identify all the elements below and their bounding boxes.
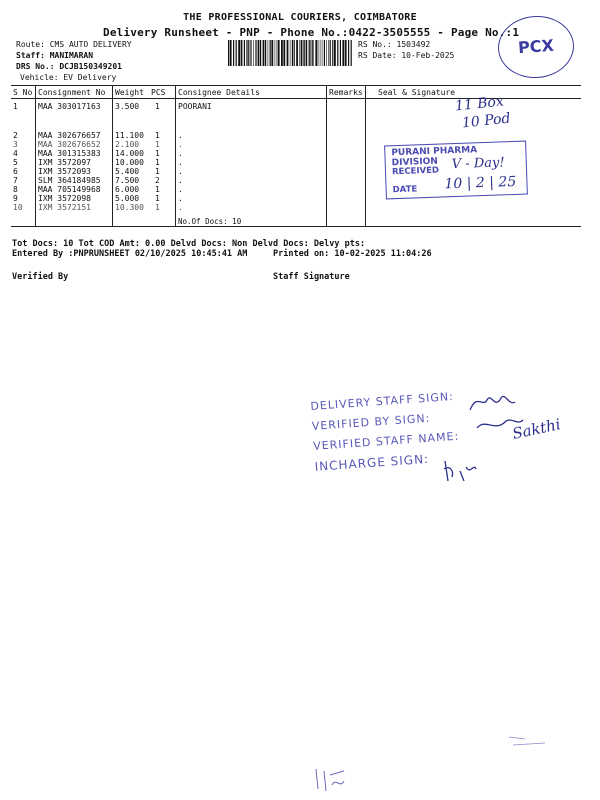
cell-consignment: IXM 3572097 [36,158,113,167]
barcode-bar [287,40,289,66]
cell-pcs: 1 [149,203,176,212]
barcode-bar [263,40,265,66]
table-row-footer [11,212,581,227]
cell-consignee: . [176,149,327,158]
barcode-bar [290,40,291,66]
cell-consignment: IXM 3572098 [36,194,113,203]
cell-remarks [327,167,366,176]
runsheet-title: Delivery Runsheet - PNP - Phone No.:0422-3505555 - Page No.:1 [103,26,520,39]
barcode-bar [348,40,349,66]
barcode-bar [230,40,232,66]
col-seal: Seal & Signature [366,86,582,99]
cell-remarks [327,194,366,203]
cell-consignment: MAA 705149968 [36,185,113,194]
barcode-bar [251,40,252,66]
cell-sno: 8 [11,185,36,194]
corner-mark [505,725,550,750]
cell-remarks [327,140,366,149]
cell-remarks [327,149,366,158]
rs-number: RS No.: 1503492 [358,40,431,49]
barcode-bar [270,40,271,66]
cell-consignee: . [176,140,327,149]
cell-weight: 5.000 [115,194,140,203]
cell-seal [366,131,582,140]
stamp-received-value: V - Day! [451,155,505,173]
barcode-bar [292,40,293,66]
cell-consignee: . [176,167,327,176]
barcode-bar [258,40,260,66]
barcode-bar [340,40,341,66]
received-stamp [384,141,528,200]
col-consignee: Consignee Details [176,86,327,99]
barcode-bar [328,40,329,66]
barcode-bar [233,40,234,66]
verified-by-sign: VERIFIED BY SIGN: [311,411,431,433]
cell-weight: 10.000 [115,158,144,167]
barcode-bar [342,40,344,66]
cell-remarks [327,176,366,185]
table-cell-empty [327,212,366,227]
cell-remarks [327,131,366,140]
barcode-bar [236,40,237,66]
table-cell-empty [149,212,176,227]
staff-signature-label: Staff Signature [273,272,350,282]
vehicle-label: Vehicle: EV Delivery [20,73,117,82]
cell-consignee: . [176,185,327,194]
cell-consignment: MAA 303017163 [36,99,113,112]
barcode-bar [260,40,261,66]
cell-seal [366,203,582,212]
handwritten-remarks-1: 11 Box [454,93,505,115]
cell-pcs: 1 [149,194,176,203]
cell-weight: 6.000 [115,185,140,194]
cell-consignee: POORANI [176,99,327,112]
barcode-bar [324,40,325,66]
barcode-bar [310,40,311,66]
barcode-bar [318,40,319,66]
cell-remarks [327,185,366,194]
cell-sno: 4 [11,149,36,158]
cell-remarks [327,99,366,112]
cell-pcs: 1 [149,185,176,194]
barcode-bar [296,40,298,66]
barcode-bar [248,40,249,66]
staff-label: Staff: MANIMARAN [16,51,94,60]
barcode-bar [268,40,269,66]
cell-consignee: . [176,203,327,212]
barcode-bar [312,40,313,66]
cell-pcs: 2 [149,176,176,185]
stamp-company: PURANI PHARMA DIVISION [391,145,478,169]
cell-consignment: SLM 364184985 [36,176,113,185]
cell-remarks [327,203,366,212]
col-consignment: Consignment No [36,86,113,99]
stamp-received-label: RECEIVED [391,165,440,178]
signature-scribble [465,388,545,448]
cell-consignment: MAA 302676657 [36,131,113,140]
cell-pcs: 1 [149,149,176,158]
barcode-bar [281,40,283,66]
table-row [11,131,581,140]
barcode-bar [322,40,323,66]
barcode-bar [250,40,251,66]
barcode-bar [304,40,305,66]
cell-pcs: 1 [149,167,176,176]
table-cell-empty [36,212,113,227]
incharge-signature [440,455,480,485]
col-weight: Weight [113,86,150,99]
cell-pcs: 1 [149,158,176,167]
incharge-sign: INCHARGE SIGN: [314,451,430,474]
rs-date: RS Date: 10-Feb-2025 [358,51,455,60]
cell-pcs: 1 [149,131,176,140]
cell-sno: 7 [11,176,36,185]
cell-consignee: . [176,194,327,203]
handwritten-staff-name: Sakthi [510,415,563,443]
barcode-bar [255,40,256,66]
barcode-bar [330,40,331,66]
cell-consignment: IXM 3572151 [36,203,113,212]
drs-number: DRS No.: DCJB150349201 [16,62,122,71]
cell-consignment: IXM 3572093 [36,167,113,176]
cell-consignee: . [176,158,327,167]
cell-sno: 6 [11,167,36,176]
barcode-bar [326,40,327,66]
table-cell-empty [113,212,150,227]
barcode-bar [238,40,240,66]
barcode-bar [351,40,352,66]
totals-line: Tot Docs: 10 Tot COD Amt: 0.00 Delvd Docs: Non Delvd Docs: Delvy pts: [12,239,366,249]
cell-weight: 3.500 [115,102,140,111]
barcode-bar [278,40,280,66]
cell-sno: 9 [11,194,36,203]
route-label: Route: CMS AUTO DELIVERY [16,40,132,49]
stamp-date-label: DATE [392,184,418,196]
no-of-docs: No.Of Docs: 10 [176,212,327,227]
printed-on: Printed on: 10-02-2025 11:04:26 [273,249,432,259]
barcode-bar [334,40,336,66]
barcode-bar [228,40,229,66]
cell-weight: 11.100 [115,131,144,140]
barcode-bar [253,40,254,66]
cell-weight: 7.500 [115,176,140,185]
cell-consignment: MAA 301315383 [36,149,113,158]
barcode-bar [241,40,243,66]
cell-pcs: 1 [149,140,176,149]
cell-pcs: 1 [149,99,176,112]
cell-sno: 10 [11,203,36,212]
entered-by: Entered By :PNPRUNSHEET 02/10/2025 10:45:41 AM [12,249,248,259]
barcode-bar [306,40,307,66]
cell-weight: 5.400 [115,167,140,176]
barcode-bar [320,40,321,66]
barcode-image [228,40,353,66]
barcode-bar [309,40,310,66]
barcode-bar [271,40,273,66]
barcode-bar [315,40,317,66]
cell-consignee: . [176,176,327,185]
bottom-mark [310,765,350,795]
barcode-bar [275,40,276,66]
cell-weight: 14.000 [115,149,144,158]
barcode-bar [246,40,247,66]
barcode-bar [345,40,347,66]
barcode-bar [303,40,304,66]
col-pcs: PCS [149,86,176,99]
pcx-stamp: PCX [496,13,576,80]
stamp-date-value: 10 | 2 | 25 [444,173,517,193]
sign-stamp [310,390,462,480]
barcode-bar [294,40,295,66]
cell-weight: 2.100 [115,140,140,149]
cell-remarks [327,158,366,167]
cell-consignee: . [176,131,327,140]
cell-consignment: MAA 302676652 [36,140,113,149]
cell-sno: 2 [11,131,36,140]
col-remarks: Remarks [327,86,366,99]
col-sno: S No [11,86,36,99]
verified-staff-name: VERIFIED STAFF NAME: [312,429,460,453]
delivery-staff-sign: DELIVERY STAFF SIGN: [310,389,455,413]
barcode-bar [301,40,303,66]
table-row [11,203,581,212]
cell-sno: 3 [11,140,36,149]
barcode-bar [332,40,333,66]
barcode-bar [256,40,257,66]
verified-by-label: Verified By [12,272,69,282]
barcode-bar [244,40,245,66]
barcode-bar [283,40,285,66]
cell-weight: 10.300 [115,203,144,212]
handwritten-remarks-2: 10 Pod [461,110,512,132]
cell-sno: 1 [11,99,36,112]
company-name: THE PROFESSIONAL COURIERS, COIMBATORE [183,12,417,23]
barcode-bar [299,40,300,66]
cell-sno: 5 [11,158,36,167]
table-cell-empty [11,212,36,227]
barcode-bar [265,40,266,66]
table-cell-empty [366,212,582,227]
barcode-bar [277,40,278,66]
barcode-bar [337,40,338,66]
barcode-bar [313,40,314,66]
